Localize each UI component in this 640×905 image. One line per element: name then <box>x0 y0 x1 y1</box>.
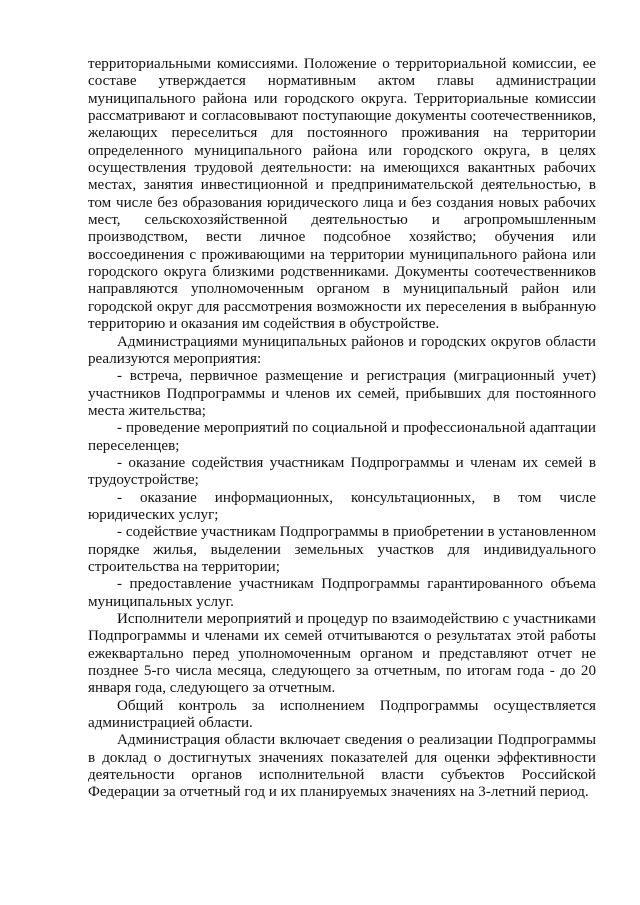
list-item-employment: - оказание содействия участникам Подпрограммы и членам их семей в трудоустройстве; <box>88 454 596 489</box>
list-item-housing: - содействие участникам Подпрограммы в приобретении в установленном порядке жилья, выделении земельных участков для индивидуального строительства на территории; <box>88 524 596 575</box>
list-item-meeting-registration: - встреча, первичное размещение и регистрация (миграционный учет) участников Подпрограммы и членов их семей, прибывших для постоянного места жительства; <box>88 368 596 419</box>
paragraph-general-control: Общий контроль за исполнением Подпрограммы осуществляется администрацией области. <box>88 697 596 732</box>
document-page <box>88 56 596 802</box>
list-item-municipal-services: - предоставление участникам Подпрограммы гарантированного объема муниципальных услуг. <box>88 576 596 610</box>
paragraph-report-inclusion: Администрация области включает сведения о реализации Подпрограммы в доклад о достигнутых значениях показателей для оценки эффективности деятельности органов исполнительной власти субъектов Российской Федерации за отчетный год и их планируемых значениях на 3-летний период. <box>88 732 596 801</box>
list-item-adaptation: - проведение мероприятий по социальной и профессиональной адаптации переселенцев; <box>88 420 596 454</box>
paragraph-reporting: Исполнители мероприятий и процедур по взаимодействию с участниками Подпрограммы и членами их семей отчитываются о результатах этой работы ежеквартально перед уполномоченным органом и представляют отчет не позднее 5-го числа месяца, следующего за отчетным, по итогам года - до 20 января года, следующего за отчетным. <box>88 611 596 697</box>
list-item-information-services: - оказание информационных, консультационных, в том числе юридических услуг; <box>88 489 596 523</box>
paragraph-measures-intro: Администрациями муниципальных районов и городских округов области реализуются мероприятия: <box>88 333 596 367</box>
paragraph-territorial-commissions: территориальными комиссиями. Положение о территориальной комиссии, ее составе утверждается нормативным актом главы администрации муниципального района или городского округа. Территориальные комиссии рассматривают и согласовывают поступающие документы соотечественников, желающих переселиться для постоянного проживания на территории определенного муниципального района или городского округа, в целях осуществления трудовой деятельности: на имеющихся вакантных рабочих местах, занятия инвестиционной и предпринимательской деятельностью, в том числе без образования юридического лица и без создания новых рабочих мест, сельскохозяйственной деятельностью и агропромышленным производством, вести личное подсобное хозяйство; обучения или воссоединения с проживающими на территории муниципального района или городского округа близкими родственниками. Документы соотечественников направляются уполномоченным органом в муниципальный район или городской округ для рассмотрения возможности их переселения в выбранную территорию и оказания им содействия в обустройстве. <box>88 56 596 333</box>
